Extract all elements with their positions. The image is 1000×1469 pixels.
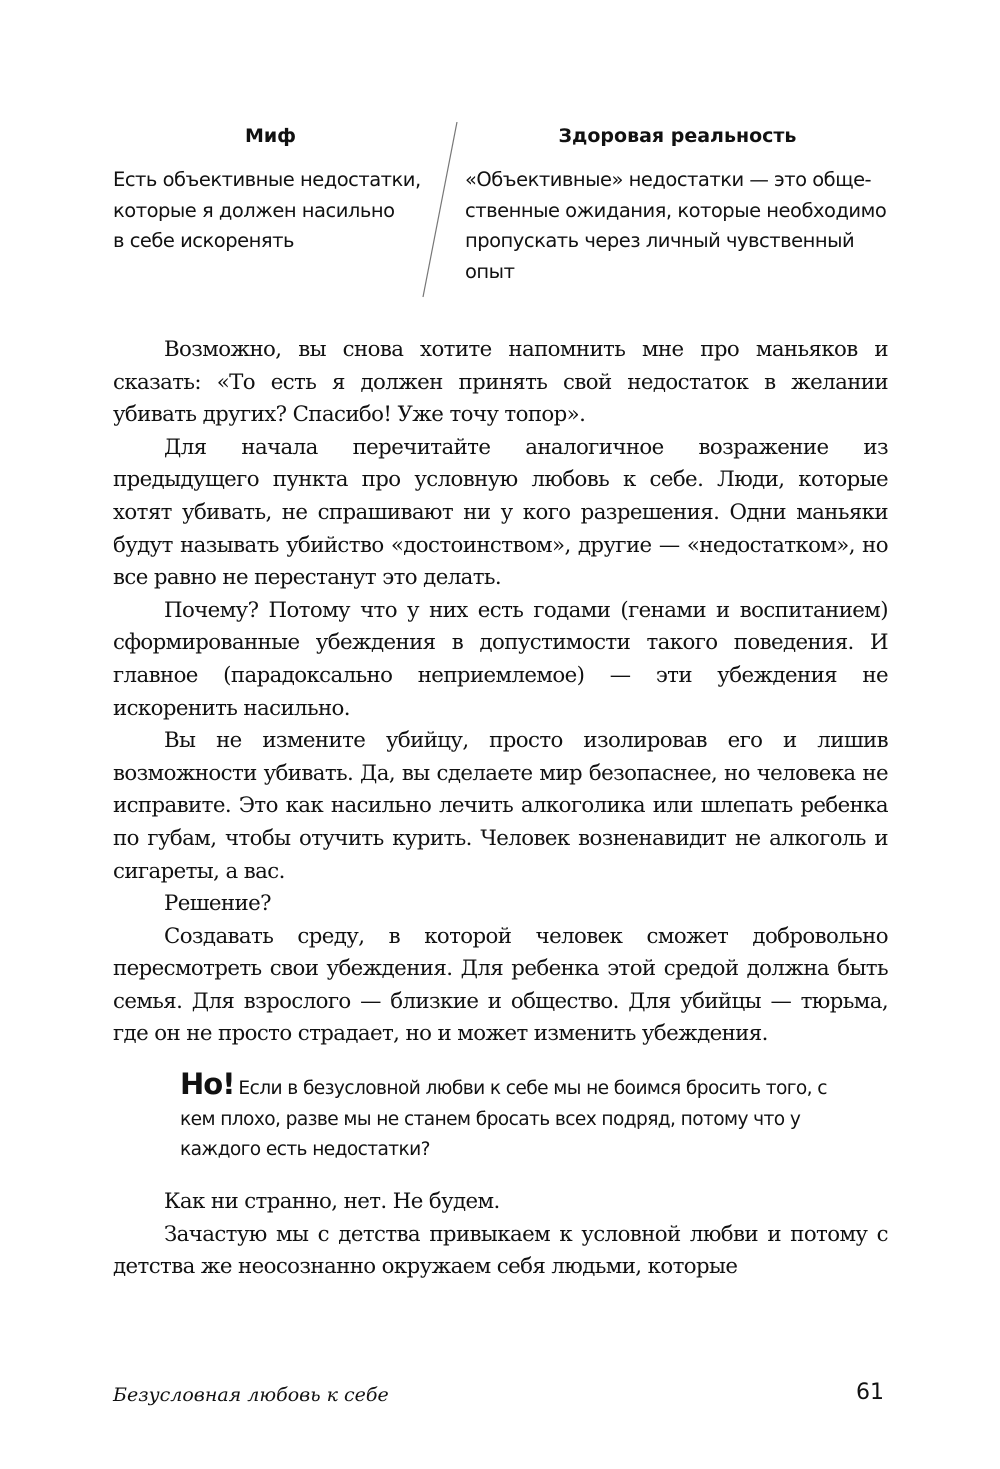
running-footer-title: Безусловная любовь к себе — [113, 1384, 389, 1406]
page-number: 61 — [856, 1380, 884, 1405]
myth-line: в себе искоренять — [113, 229, 294, 252]
myth-text — [113, 165, 428, 257]
reality-text — [465, 165, 890, 287]
reality-header: Здоровая реальность — [558, 125, 797, 147]
paragraph: Как ни странно, нет. Не будем. — [164, 1189, 500, 1214]
myth-reality-table — [113, 125, 888, 305]
myth-header: Миф — [244, 125, 297, 147]
paragraph: Почему? Потому что у них есть годами (генами и воспитанием) сформированные убеждения в допустимости такого поведения. И главное (парадоксально неприемлемое) — эти убеждения не искоренить насильно. — [113, 597, 888, 721]
reality-line: ственные ожидания, которые необходимо — [465, 198, 887, 222]
column-divider — [413, 122, 473, 302]
reality-line: «Объективные» недостатки — это обще- — [465, 168, 872, 191]
paragraph: Зачастую мы с детства привыкаем к условной любви и потому с детства же неосознанно окружаем себя людьми, которые — [113, 1221, 888, 1280]
paragraph: Для начала перечитайте аналогичное возражение из предыдущего пункта про условную любовь к себе. Люди, которые хотят убивать, не спрашивают ни у кого разрешения. Одни маньяки будут называть убийство «достоинством», другие — «недостатком», но все равно не перестанут это делать. — [113, 434, 888, 591]
myth-line: которые я должен насильно — [113, 198, 395, 222]
reality-line: пропускать через личный чувственный — [465, 229, 855, 252]
reality-column — [465, 125, 890, 287]
body-text-continued — [113, 1186, 888, 1284]
reality-line: опыт — [465, 259, 515, 283]
paragraph: Решение? — [164, 891, 271, 917]
callout-text: Если в безусловной любви к себе мы не боимся бросить того, с кем плохо, разве мы не станем бросать всех подряд, потому что у каждого есть недостатки? — [180, 1078, 827, 1160]
myth-column — [113, 125, 428, 257]
body-text — [113, 334, 888, 1051]
paragraph: Создавать среду, в которой человек сможет добровольно пересмотреть свои убеждения. Для ребенка этой средой должна быть семья. Для взрослого — близкие и общество. Для убийцы — тюрьма, где он не просто страдает, но и может изменить убеждения. — [113, 923, 888, 1047]
myth-line: Есть объективные недостатки, — [113, 168, 421, 191]
callout-label: Но! — [180, 1067, 235, 1101]
paragraph: Вы не измените убийцу, просто изолировав его и лишив возможности убивать. Да, вы сделаете мир безопаснее, но человека не исправите. Это как насильно лечить алкоголика или шлепать ребенка по губам, чтобы отучить курить. Человек возненавидит не алкоголь и сигареты, а вас. — [113, 728, 888, 884]
callout-box — [180, 1069, 840, 1166]
paragraph: Возможно, вы снова хотите напомнить мне про маньяков и сказать: «То есть я должен принять свой недостаток в желании убивать других? Спасибо! Уже точу топор». — [113, 337, 888, 428]
